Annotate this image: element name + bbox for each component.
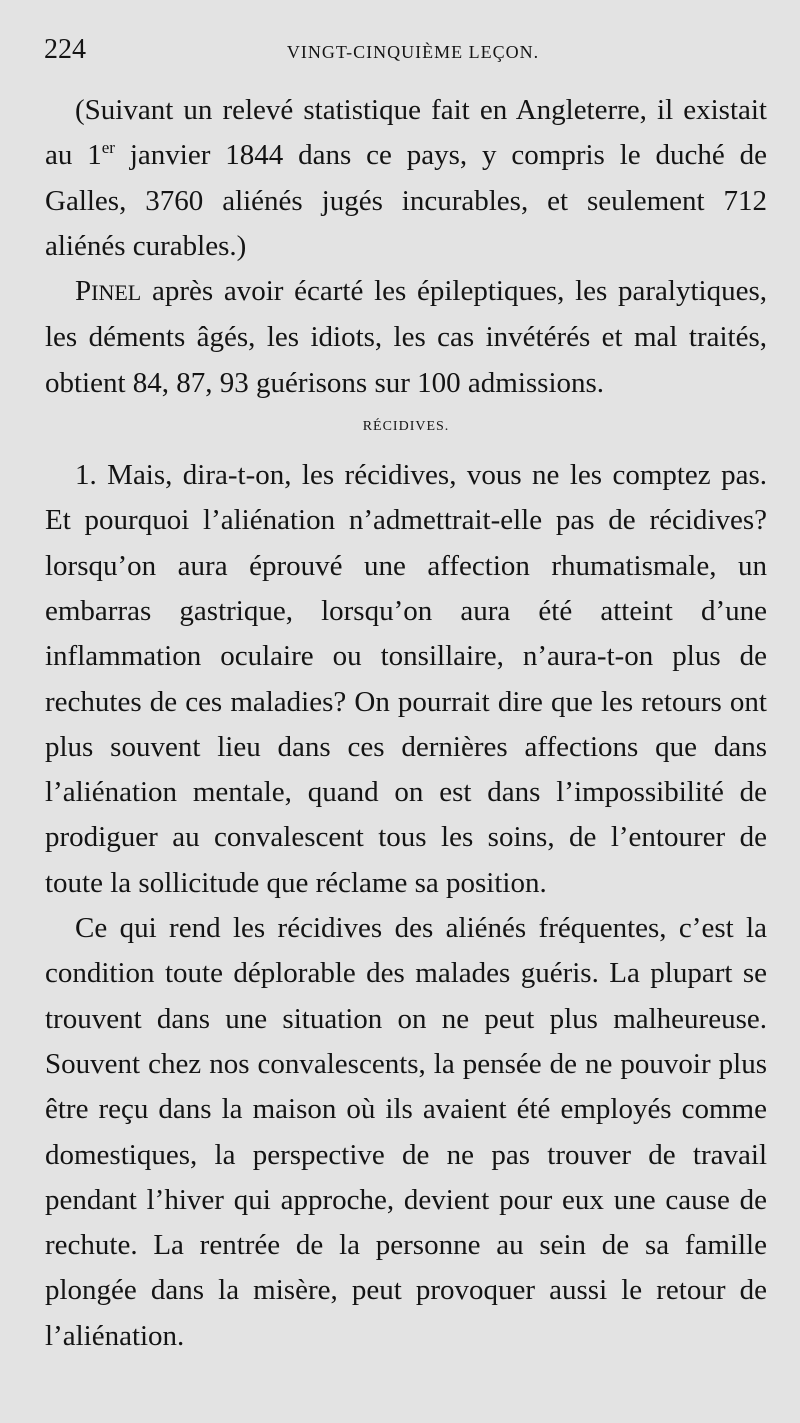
section-title: RÉCIDIVES. bbox=[362, 419, 450, 435]
paragraph-condition: Ce qui rend les récidives des aliénés fréquentes, c’est la condition toute déplorable des malades guéris. La plupart se trouvent dans une situation on ne peut plus malheureuse. Souvent chez nos convalescents, la pensée de ne pouvoir plus être reçu dans la maison où ils avaient été employés comme domestiques, la perspective de ne pas trouver de travail pendant l’hiver qui approche, devient pour eux une cause de rechute. La rentrée de la personne au sein de sa famille plongée dans la misère, peut provoquer aussi le retour de l’aliénation. bbox=[45, 912, 767, 1352]
author-name-initial: P bbox=[75, 275, 92, 308]
running-head: VINGT-CINQUIÈME LEÇON. bbox=[286, 42, 540, 62]
paragraph-statistics bbox=[45, 88, 767, 269]
paragraph-text: après avoir écarté les épileptiques, les paralytiques, les déments âgés, les idiots, les cas invétérés et mal traités, obtient 84, 87, 93 guérisons sur 100 admissions. bbox=[45, 275, 767, 399]
author-name-smallcaps: INEL bbox=[91, 280, 142, 306]
page-body bbox=[45, 88, 767, 1359]
paragraph-text: (Suivant un relevé statistique fait en Angleterre, il existait au 1 bbox=[45, 94, 767, 172]
paragraph-text: janvier 1844 dans ce pays, y compris le duché de Galles, 3760 aliénés jugés incurables, et seulement 712 aliénés curables.) bbox=[45, 139, 767, 262]
page-header bbox=[44, 34, 762, 74]
paragraph-pinel bbox=[45, 269, 767, 406]
ordinal-superscript: er bbox=[101, 138, 115, 158]
page-number: 224 bbox=[44, 34, 86, 65]
paragraph-recidives: 1. Mais, dira-t-on, les récidives, vous ne les comptez pas. Et pourquoi l’aliénation n’admettrait-elle pas de récidives? lorsqu’on aura éprouvé une affection rhumatismale, un embarras gastrique, lorsqu’on aura été atteint d’une inflammation oculaire ou tonsillaire, n’aura-t-on plus de rechutes de ces maladies? On pourrait dire que les retours ont plus souvent lieu dans ces dernières affections que dans l’aliénation mentale, quand on est dans l’impossibilité de prodiguer au convalescent tous les soins, de l’entourer de toute la sollicitude que réclame sa position. bbox=[45, 459, 767, 899]
